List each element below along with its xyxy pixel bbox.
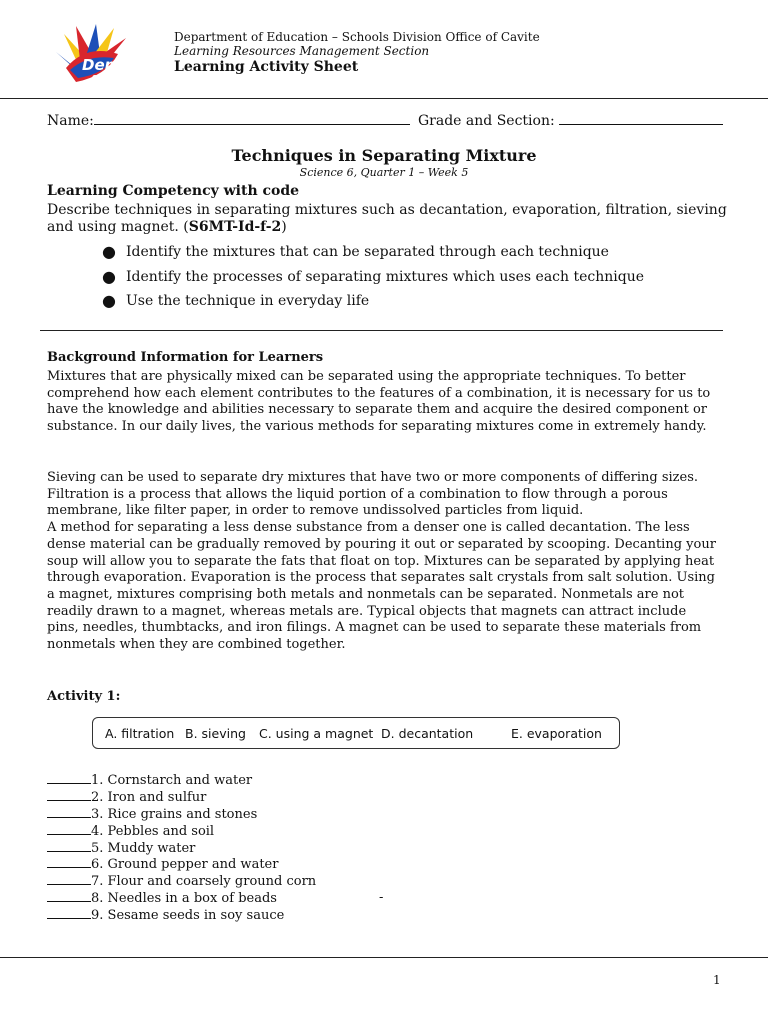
list-item (102, 243, 742, 268)
background-paragraph-2a: Sieving can be used to separate dry mixtures that have two or more components of differing sizes. Filtration is a process that allows the liquid portion of a combination to flow through a porous membrane, like filter paper, in order to remove undissolved particles from liquid. (47, 470, 699, 519)
item-text: 1. Cornstarch and water (91, 773, 253, 788)
objective-text: Identify the mixtures that can be separated through each technique (126, 244, 609, 260)
list-item (47, 839, 316, 856)
list-item (102, 292, 742, 317)
competency-description: Describe techniques in separating mixtures such as decantation, evaporation, filtration, sieving and using magnet. ( (47, 202, 727, 235)
item-text: 4. Pebbles and soil (91, 823, 215, 839)
header-department: Department of Education – Schools Division Office of Cavite (174, 30, 540, 44)
objective-text: Identify the processes of separating mixtures which uses each technique (126, 268, 644, 285)
name-field (47, 110, 410, 129)
competency-objectives (102, 243, 742, 317)
choice-b: B. sieving (185, 726, 246, 741)
activity-heading: Activity 1: (47, 689, 121, 704)
header-divider (0, 98, 768, 99)
item-text: 3. Rice grains and stones (91, 806, 258, 822)
background-paragraph-2b: A method for separating a less dense substance from a denser one is called decantation. The less dense material can be gradually removed by pouring it out or separated by scooping. Decanting your soup will allow you to separate the fats that float on top. Mixtures can be separated by applying heat through evaporation. Evaporation is the process that separates salt crystals from salt solution. Using a magnet, mixtures comprising both metals and nonmetals can be separated. Nonmetals are not readily drawn to a magnet, whereas metals are. Typical objects that magnets can attract include pins, needles, thumbtacks, and iron filings. A magnet can be used to separate these materials from nonmetals when they are combined together. (47, 520, 716, 653)
list-item (47, 805, 316, 822)
answer-blank[interactable] (47, 788, 91, 801)
grade-section-label: Grade and Section: (418, 113, 555, 129)
choice-c: C. using a magnet (259, 726, 374, 741)
competency-close-paren: ) (281, 219, 287, 235)
deped-cavite-logo (56, 24, 166, 88)
answer-blank[interactable] (47, 839, 91, 852)
list-item (47, 889, 316, 906)
list-item (47, 872, 316, 889)
answer-blank[interactable] (47, 855, 91, 868)
list-item (102, 268, 742, 293)
answer-blank[interactable] (47, 906, 91, 919)
header-section: Learning Resources Management Section (174, 44, 430, 58)
page-title: Techniques in Separating Mixture (231, 146, 537, 165)
bullet-icon: ● (102, 266, 116, 286)
item-text: 8. Needles in a box of beads (91, 891, 277, 907)
choice-e: E. evaporation (511, 726, 602, 741)
background-paragraph-1: Mixtures that are physically mixed can be separated using the appropriate techniques. To better comprehend how each element contributes to the features of a combination, it is necessary for us to have the knowledge and abilities necessary to separate them and acquire the desired component or substance. In our daily lives, the various methods for separating mixtures come in extremely handy. (47, 369, 711, 435)
item-text: 7. Flour and coarsely ground corn (91, 874, 317, 890)
background-paragraph-2 (47, 470, 717, 654)
list-item (47, 855, 316, 872)
page-number: 1 (713, 973, 721, 987)
footer-divider (0, 957, 768, 958)
choice-a: A. filtration (105, 726, 175, 741)
name-label: Name: (47, 113, 94, 129)
item-text: 2. Iron and sulfur (91, 789, 207, 805)
answer-blank[interactable] (47, 889, 91, 902)
list-item (47, 906, 316, 923)
list-item (47, 822, 316, 839)
name-blank[interactable] (94, 110, 410, 125)
answer-blank[interactable] (47, 822, 91, 835)
list-item (47, 771, 316, 788)
section-divider (40, 330, 723, 331)
item-text: 6. Ground pepper and water (91, 857, 279, 873)
answer-blank[interactable] (47, 805, 91, 818)
activity-items (47, 771, 316, 923)
bullet-icon: ● (102, 291, 116, 310)
grade-section-blank[interactable] (559, 110, 723, 125)
choice-d: D. decantation (381, 726, 474, 741)
header-sheet-title: Learning Activity Sheet (174, 59, 359, 75)
objective-text: Use the technique in everyday life (126, 293, 370, 309)
item-text: 5. Muddy water (91, 840, 196, 856)
answer-blank[interactable] (47, 872, 91, 885)
stray-mark: - (379, 890, 384, 905)
logo-text-deped: DepED (82, 56, 139, 74)
competency-heading: Learning Competency with code (47, 183, 300, 199)
bullet-icon: ● (102, 242, 116, 261)
list-item (47, 788, 316, 805)
competency-code: S6MT-Id-f-2 (188, 219, 282, 235)
logo-text-cavite: CAVITE (92, 74, 120, 82)
grade-section-field (418, 110, 723, 129)
answer-blank[interactable] (47, 771, 91, 784)
page-subtitle: Science 6, Quarter 1 – Week 5 (299, 166, 469, 179)
competency-text (47, 202, 737, 236)
item-text: 9. Sesame seeds in soy sauce (91, 908, 285, 924)
choices-box (92, 717, 620, 749)
background-heading: Background Information for Learners (47, 350, 324, 365)
